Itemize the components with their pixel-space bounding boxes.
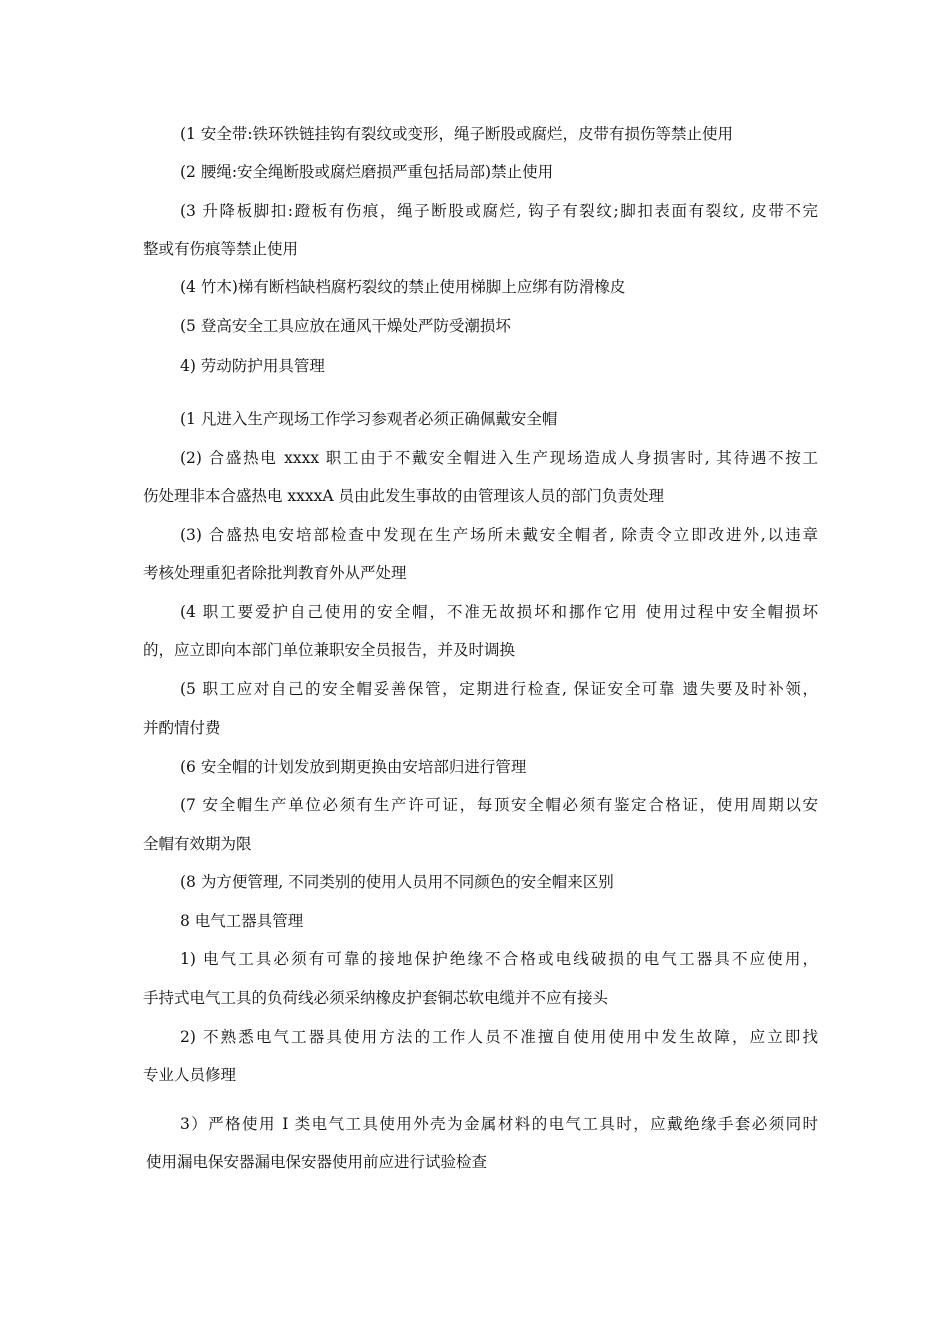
ppe-item-7-line-1: (7 安全帽生产单位必须有生产许可证，每顶安全帽必须有鉴定合格证，使用周期以安 — [180, 796, 818, 814]
electric-item-2-line-2: 专业人员修理 — [143, 1066, 237, 1084]
electric-item-3-line-2: 使用漏电保安器漏电保安器使用前应进行试验检查 — [146, 1153, 488, 1171]
ppe-item-5-line-1: (5 职工应对自己的安全帽妥善保管，定期进行检查, 保证安全可靠 遗失要及时补领， — [180, 680, 818, 698]
section-heading-8: 8 电气工器具管理 — [180, 912, 304, 930]
section-heading-4: 4) 劳动防护用具管理 — [180, 357, 325, 375]
ppe-item-4-line-1: (4 职工要爱护自己使用的安全帽，不准无故损坏和挪作它用 使用过程中安全帽损坏 — [180, 603, 818, 621]
para-2-line: (2 腰绳:安全绳断股或腐烂磨损严重包括局部)禁止使用 — [180, 163, 554, 181]
electric-item-2-line-1: 2) 不熟悉电气工器具使用方法的工作人员不准擅自使用使用中发生故障，应立即找 — [180, 1028, 818, 1046]
ppe-item-6: (6 安全帽的计划发放到期更换由安培部归进行管理 — [180, 758, 527, 776]
electric-item-1-line-2: 手持式电气工具的负荷线必须采纳橡皮护套铜芯软电缆并不应有接头 — [143, 989, 609, 1007]
ppe-item-2-line-1: (2) 合盛热电 xxxx 职工由于不戴安全帽进入生产现场造成人身损害时, 其待遇不按工 — [180, 449, 818, 467]
ppe-item-2-line-2: 伤处理非本合盛热电 xxxxA 员由此发生事故的由管理该人员的部门负责处理 — [143, 487, 665, 505]
ppe-item-7-line-2: 全帽有效期为限 — [143, 835, 252, 853]
ppe-item-3-line-2: 考核处理重犯者除批判教育外从严处理 — [143, 564, 407, 582]
ppe-item-1: (1 凡进入生产现场工作学习参观者必须正确佩戴安全帽 — [180, 410, 558, 428]
ppe-item-4-line-2: 的，应立即向本部门单位兼职安全员报告，并及时调换 — [143, 641, 516, 659]
para-1-line: (1 安全带:铁环铁链挂钩有裂纹或变形，绳子断股或腐烂，皮带有损伤等禁止使用 — [180, 125, 734, 143]
para-5-line: (5 登高安全工具应放在通风干燥处严防受潮损坏 — [180, 317, 511, 335]
para-3-line-2: 整或有伤痕等禁止使用 — [143, 240, 299, 258]
electric-item-3-line-1: 3）严格使用 I 类电气工具使用外壳为金属材料的电气工具时，应戴绝缘手套必须同时 — [180, 1115, 818, 1133]
electric-item-1-line-1: 1) 电气工具必须有可靠的接地保护绝缘不合格或电线破损的电气工器具不应使用， — [180, 950, 818, 968]
ppe-item-3-line-1: (3) 合盛热电安培部检查中发现在生产场所未戴安全帽者, 除责令立即改进外,以违章 — [180, 526, 818, 544]
para-4-line: (4 竹木)梯有断档缺档腐朽裂纹的禁止使用梯脚上应绑有防滑橡皮 — [180, 278, 626, 296]
para-3-line-1: (3 升降板脚扣:蹬板有伤痕，绳子断股或腐烂, 钩子有裂纹;脚扣表面有裂纹, 皮带不完 — [180, 202, 818, 220]
ppe-item-5-line-2: 并酌情付费 — [143, 719, 221, 737]
ppe-item-8: (8 为方便管理, 不同类别的使用人员用不同颜色的安全帽来区别 — [180, 873, 614, 891]
